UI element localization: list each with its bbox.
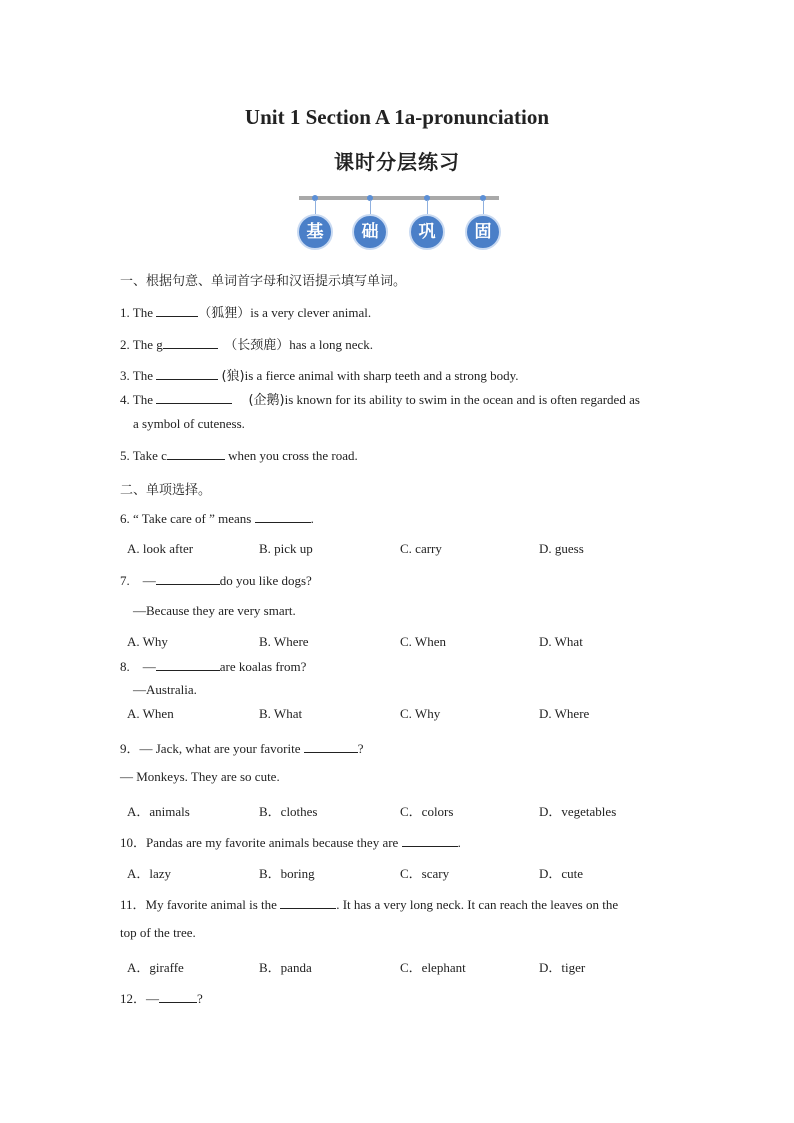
page-title: Unit 1 Section A 1a-pronunciation (244, 105, 550, 129)
banner-char: 基 (297, 214, 333, 250)
question-4-continued: a symbol of cuteness. (133, 416, 245, 431)
option-a[interactable]: A．giraffe (127, 960, 184, 975)
banner-stem (483, 200, 484, 214)
question-12 (120, 988, 203, 1007)
section-heading: 一、根据句意、单词首字母和汉语提示填写单词。 (120, 274, 407, 289)
option-d[interactable]: D．vegetables (539, 804, 617, 819)
option-c[interactable]: C．scary (400, 866, 450, 881)
option-a[interactable]: A. Why (127, 634, 168, 649)
question-11 (120, 894, 618, 913)
question-text: are koalas from? (219, 659, 307, 674)
section-heading: 二、单项选择。 (120, 483, 212, 498)
question-text: 3. The (120, 368, 153, 383)
answer-blank[interactable] (156, 367, 218, 380)
option-b[interactable]: B. What (259, 706, 303, 721)
answer-blank[interactable] (156, 391, 232, 404)
chinese-hint: (狼) (221, 369, 245, 384)
option-b[interactable]: B. Where (259, 634, 309, 649)
question-text: when you cross the road. (228, 448, 358, 463)
question-text: 11．My favorite animal is the (120, 897, 277, 912)
question-text: 4. The (120, 392, 153, 407)
banner-char: 固 (465, 214, 501, 250)
banner-stem (370, 200, 371, 214)
question-text: 6. “ Take care of ” means (120, 511, 252, 526)
chinese-hint: （狐狸） (198, 306, 251, 321)
question-text: 1. The (120, 305, 153, 320)
question-text: ? (197, 991, 203, 1006)
question-text: ? (357, 741, 364, 756)
question-text: is a very clever animal. (250, 305, 372, 320)
question-5 (120, 447, 358, 464)
option-b[interactable]: B．clothes (259, 804, 318, 819)
answer-blank[interactable] (156, 572, 220, 585)
question-8-answer: —Australia. (133, 682, 197, 697)
option-c[interactable]: C．elephant (400, 960, 466, 975)
dash: — (142, 659, 156, 674)
question-1 (120, 302, 371, 321)
question-text: has a long neck. (289, 337, 374, 352)
question-6 (120, 510, 314, 527)
option-d[interactable]: D. Where (539, 706, 590, 721)
question-number: 8. (120, 659, 130, 674)
question-11-continued: top of the tree. (120, 925, 196, 940)
answer-blank[interactable] (156, 658, 220, 671)
dash: — (142, 573, 156, 588)
option-b[interactable]: B．panda (259, 960, 312, 975)
answer-blank[interactable] (280, 896, 336, 909)
question-8 (120, 658, 306, 675)
question-text: . (457, 835, 461, 850)
question-7 (120, 572, 312, 589)
chinese-hint: （长颈鹿） (224, 338, 290, 353)
question-text: 2. The g (120, 337, 163, 352)
question-text: do you like dogs? (219, 573, 312, 588)
option-a[interactable]: A．animals (127, 804, 190, 819)
option-d[interactable]: D．cute (539, 866, 584, 881)
option-b[interactable]: B．boring (259, 866, 315, 881)
section-banner (296, 192, 506, 252)
question-10 (120, 832, 461, 851)
banner-bar (299, 196, 499, 200)
banner-char: 础 (352, 214, 388, 250)
option-a[interactable]: A. look after (127, 541, 194, 556)
option-c[interactable]: C．colors (400, 804, 454, 819)
answer-blank[interactable] (304, 740, 358, 753)
banner-stem (427, 200, 428, 214)
question-text: 5. Take c (120, 448, 167, 463)
answer-blank[interactable] (156, 304, 198, 317)
question-2 (120, 334, 373, 353)
option-c[interactable]: C. When (400, 634, 446, 649)
question-3 (120, 365, 519, 384)
question-9-answer: — Monkeys. They are so cute. (120, 769, 280, 784)
chinese-hint: (企鹅) (248, 393, 285, 408)
question-text: is known for its ability to swim in the ocean and is often regarded as (284, 392, 640, 407)
question-text: is a fierce animal with sharp teeth and a strong body. (244, 368, 519, 383)
question-text: . (310, 511, 314, 526)
question-text: 12．— (120, 991, 160, 1006)
option-d[interactable]: D. What (539, 634, 583, 649)
option-b[interactable]: B. pick up (259, 541, 313, 556)
answer-blank[interactable] (159, 990, 197, 1003)
page-subtitle: 课时分层练习 (334, 150, 460, 174)
question-4 (120, 389, 640, 408)
banner-stem (315, 200, 316, 214)
question-text: . It has a very long neck. It can reach the leaves on the (336, 897, 619, 912)
option-d[interactable]: D. guess (539, 541, 584, 556)
option-c[interactable]: C. carry (400, 541, 442, 556)
question-text: 10．Pandas are my favorite animals because they are (120, 835, 399, 850)
banner-char: 巩 (409, 214, 445, 250)
option-d[interactable]: D．tiger (539, 960, 586, 975)
answer-blank[interactable] (167, 447, 225, 460)
question-text: 9．— Jack, what are your favorite (120, 741, 301, 756)
option-c[interactable]: C. Why (400, 706, 441, 721)
option-a[interactable]: A．lazy (127, 866, 172, 881)
answer-blank[interactable] (255, 510, 311, 523)
question-9 (120, 738, 364, 757)
question-number: 7. (120, 573, 130, 588)
question-7-answer: —Because they are very smart. (133, 603, 296, 618)
answer-blank[interactable] (402, 834, 458, 847)
answer-blank[interactable] (163, 336, 218, 349)
option-a[interactable]: A. When (127, 706, 174, 721)
